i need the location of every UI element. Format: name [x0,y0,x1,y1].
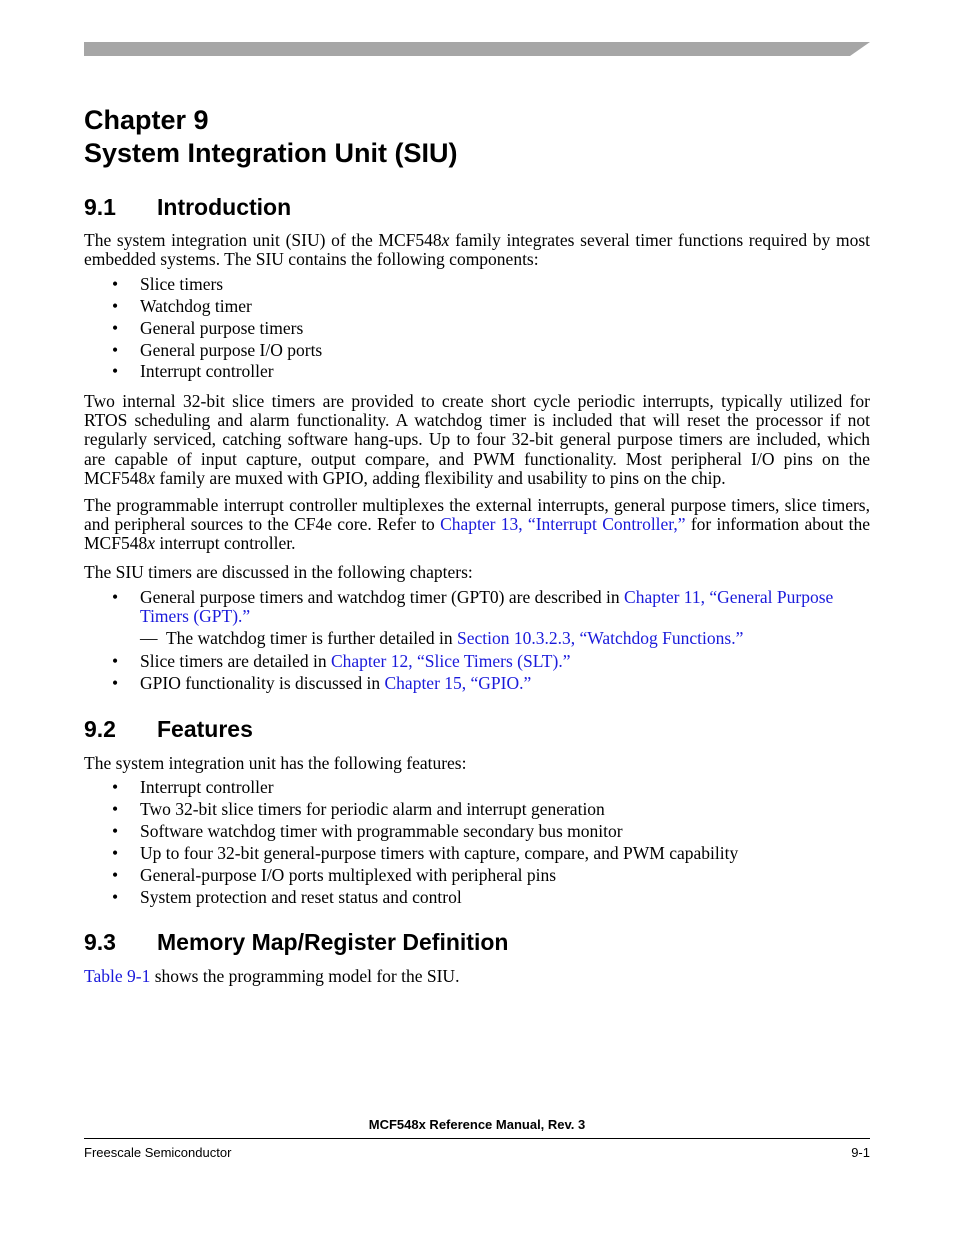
bullet-icon: • [112,799,119,819]
section-number: 9.3 [84,929,116,955]
dash-icon: — [140,628,158,648]
bullet-icon: • [112,340,119,360]
section-10-3-2-3-link[interactable]: Section 10.3.2.3, “Watchdog Functions.” [457,628,744,648]
section-heading-features [84,715,253,743]
bullet-icon: • [112,651,119,671]
header-bar [84,42,870,56]
chapter-13-link[interactable]: Chapter 13, “Interrupt Controller,” [440,514,686,535]
list-item: • Slice timers are detailed in Chapter 12, “Slice Timers (SLT).” [112,651,571,671]
bullet-icon: • [112,296,119,316]
bullet-icon: • [112,361,119,381]
list-item: • Two 32-bit slice timers for periodic alarm and interrupt generation [112,799,605,819]
bullet-icon: • [112,865,119,885]
chapter-title [84,104,458,170]
chapter-15-link[interactable]: Chapter 15, “GPIO.” [384,673,532,693]
list-item: • System protection and reset status and control [112,887,462,907]
list-item: • GPIO functionality is discussed in Chapter 15, “GPIO.” [112,673,532,693]
table-9-1-link[interactable]: Table 9-1 [84,966,151,986]
section-number: 9.1 [84,194,116,220]
bullet-icon: • [112,274,119,294]
list-item: • General purpose timers [112,318,304,338]
list-item: • Interrupt controller [112,361,274,381]
bullet-icon: • [112,587,119,607]
list-item: • Watchdog timer [112,296,252,316]
intro-paragraph-4: The SIU timers are discussed in the following chapters: [84,562,473,582]
section-heading-memory-map [84,928,508,956]
intro-paragraph-2: Two internal 32-bit slice timers are provided to create short cycle periodic interrupts, typically utilized for RTOS scheduling and alarm functionality. A watchdog timer is included that will reset the processor if not regularly serviced, catching software hang-ups. Up to four 32-bit general purpose timers are included, which are capable of input capture, output compare, and PWM functionality. Most peripheral I/O pins on the MCF548x family are muxed with GPIO, adding flexibility and usability to pins on the chip. [84,391,870,488]
list-item: • General purpose I/O ports [112,340,323,360]
list-item: • General purpose timers and watchdog timer (GPT0) are described in Chapter 11, “General Purpose Timers (GPT).” [112,587,834,627]
memory-map-paragraph: Table 9-1 shows the programming model for the SIU. [84,966,460,986]
intro-paragraph-3: The programmable interrupt controller multiplexes the external interrupts, general purpose timers, slice timers, and peripheral sources to the CF4e core. Refer to Chapter 13, “Interrupt Controller,” for information about the MCF548x interrupt controller. [84,495,870,554]
footer-company: Freescale Semiconductor [84,1145,232,1160]
sub-list-item: — The watchdog timer is further detailed in Section 10.3.2.3, “Watchdog Functions.” [140,628,744,648]
bullet-icon: • [112,777,119,797]
list-item: • Up to four 32-bit general-purpose timers with capture, compare, and PWM capability [112,843,739,863]
page-number: 9-1 [851,1145,870,1160]
section-title: Introduction [157,194,292,220]
list-item: • Software watchdog timer with programmable secondary bus monitor [112,821,623,841]
bullet-icon: • [112,887,119,907]
chapter-11-link[interactable]: Chapter 11, “General Purpose Timers (GPT).” [140,587,834,627]
section-heading-introduction [84,193,291,221]
section-title: Memory Map/Register Definition [157,929,509,955]
footer-manual-title: MCF548x Reference Manual, Rev. 3 [368,1117,586,1132]
features-paragraph: The system integration unit has the following features: [84,753,467,773]
list-item: • Interrupt controller [112,777,274,797]
section-title: Features [157,716,253,742]
intro-paragraph-1: The system integration unit (SIU) of the MCF548x family integrates several timer functions required by most embedded systems. The SIU contains the following components: [84,230,871,270]
section-number: 9.2 [84,716,116,742]
chapter-name: System Integration Unit (SIU) [84,138,458,168]
bullet-icon: • [112,821,119,841]
list-item: • General-purpose I/O ports multiplexed with peripheral pins [112,865,557,885]
bullet-icon: • [112,673,119,693]
list-item: • Slice timers [112,274,224,294]
bullet-icon: • [112,843,119,863]
chapter-number: Chapter 9 [84,105,209,135]
bullet-icon: • [112,318,119,338]
footer-divider [84,1138,870,1139]
chapter-12-link[interactable]: Chapter 12, “Slice Timers (SLT).” [330,651,571,671]
